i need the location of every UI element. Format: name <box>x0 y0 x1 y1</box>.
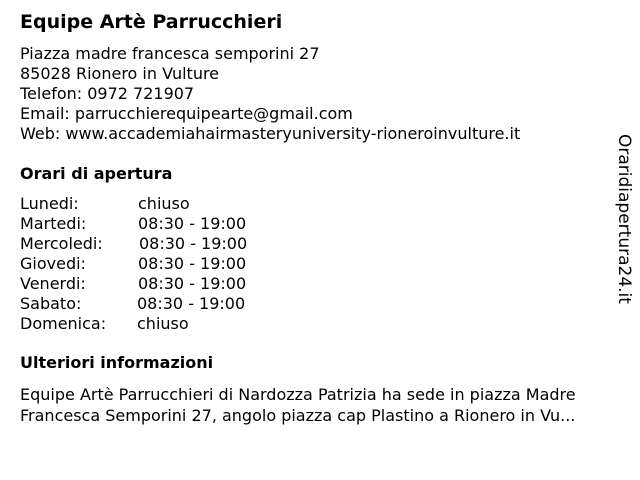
more-info-heading: Ulteriori informazioni <box>20 353 214 372</box>
description-line-2: Francesca Semporini 27, angolo piazza cap Plastino a Rionero in Vu... <box>20 406 576 425</box>
hours-row-wednesday <box>20 234 320 254</box>
day-label: Domenica: <box>20 314 107 333</box>
hours-row-tuesday <box>20 214 320 234</box>
address-line-1: Piazza madre francesca semporini 27 <box>20 44 320 63</box>
address-line-2: 85028 Rionero in Vulture <box>20 64 220 83</box>
hours-value: chiuso <box>138 194 190 213</box>
business-name: Equipe Artè Parrucchieri <box>20 11 283 33</box>
phone-number: Telefon: 0972 721907 <box>20 84 195 103</box>
hours-value: 08:30 - 19:00 <box>138 254 247 273</box>
description-line-1: Equipe Artè Parrucchieri di Nardozza Patrizia ha sede in piazza Madre <box>20 385 576 404</box>
hours-value: 08:30 - 19:00 <box>137 294 246 313</box>
opening-hours-heading: Orari di apertura <box>20 164 173 183</box>
hours-row-thursday <box>20 254 320 274</box>
day-label: Mercoledi: <box>20 234 103 253</box>
day-label: Venerdi: <box>20 274 86 293</box>
business-description <box>20 384 630 426</box>
opening-hours-table <box>20 194 320 334</box>
hours-row-saturday <box>20 294 320 314</box>
hours-value: 08:30 - 19:00 <box>138 274 247 293</box>
day-label: Giovedi: <box>20 254 86 273</box>
contact-block <box>20 44 520 144</box>
hours-value: chiuso <box>137 314 189 333</box>
hours-value: 08:30 - 19:00 <box>138 214 247 233</box>
hours-row-sunday <box>20 314 320 334</box>
day-label: Martedi: <box>20 214 87 233</box>
site-watermark: Oraridiapertura24.it <box>614 134 634 304</box>
hours-value: 08:30 - 19:00 <box>139 234 248 253</box>
day-label: Sabato: <box>20 294 82 313</box>
hours-row-monday <box>20 194 320 214</box>
day-label: Lunedi: <box>20 194 79 213</box>
hours-row-friday <box>20 274 320 294</box>
email-address: Email: parrucchierequipearte@gmail.com <box>20 104 353 123</box>
website: Web: www.accademiahairmasteryuniversity-rioneroinvulture.it <box>20 124 521 143</box>
